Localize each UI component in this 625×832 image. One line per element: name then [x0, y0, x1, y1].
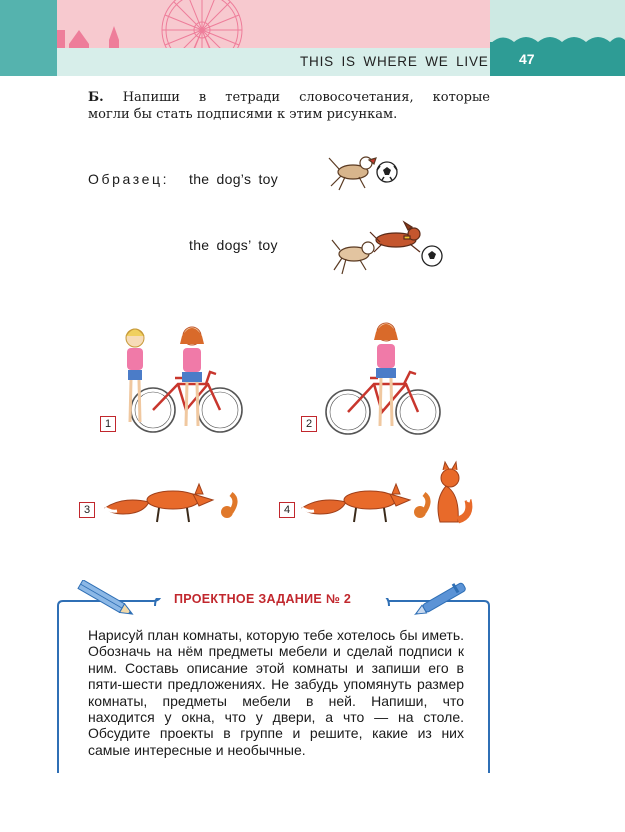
- picture-number-3: 3: [79, 502, 95, 518]
- header-left-block: [0, 0, 57, 76]
- picture-number-4: 4: [279, 502, 295, 518]
- task-letter: Б.: [88, 90, 104, 105]
- task-line-1: Напиши в тетради словосочетания, которые: [122, 90, 490, 105]
- picture-number-2: 2: [301, 416, 317, 432]
- header-page-tab: [490, 42, 625, 76]
- sample-label: Образец:: [88, 171, 170, 187]
- pen-icon: [406, 580, 476, 620]
- two-foxes-and-squirrel-illustration: [300, 460, 475, 526]
- picture-number-1: 1: [100, 416, 116, 432]
- project-task-title: ПРОЕКТНОЕ ЗАДАНИЕ № 2: [174, 592, 352, 606]
- project-task-text: Нарисуй план комнаты, которую тебе хотелось бы иметь. Обозначь на нём предметы мебели и сделай подписи к ним. Составь описание этой комнаты и запиши его в пяти-шести предложениях. Не забудь упомянуть размер комнаты, предметы мебели в ней. Напиши, что находится у окна, что у двери, а что — на столе. Обсудите проекты в группе и решите, какие из них самые интересные и необычные.: [88, 627, 464, 758]
- sample-phrase-plural: the dogs’ toy: [189, 237, 278, 253]
- fox-and-squirrel-illustration: [103, 478, 243, 524]
- dogs-with-ball-illustration: [330, 218, 445, 278]
- page-number: 47: [519, 51, 535, 67]
- dog-with-ball-illustration: [325, 150, 400, 195]
- running-title: THIS IS WHERE WE LIVE: [300, 54, 489, 69]
- sample-phrase-singular: the dog’s toy: [189, 171, 279, 187]
- two-girls-with-bicycle-illustration: [120, 322, 250, 438]
- task-b-instruction: [88, 88, 490, 107]
- pencil-icon: [70, 580, 142, 620]
- task-line-2: могли бы стать подписями к этим рисункам.: [88, 107, 398, 122]
- girl-with-bicycle-illustration: [320, 318, 450, 438]
